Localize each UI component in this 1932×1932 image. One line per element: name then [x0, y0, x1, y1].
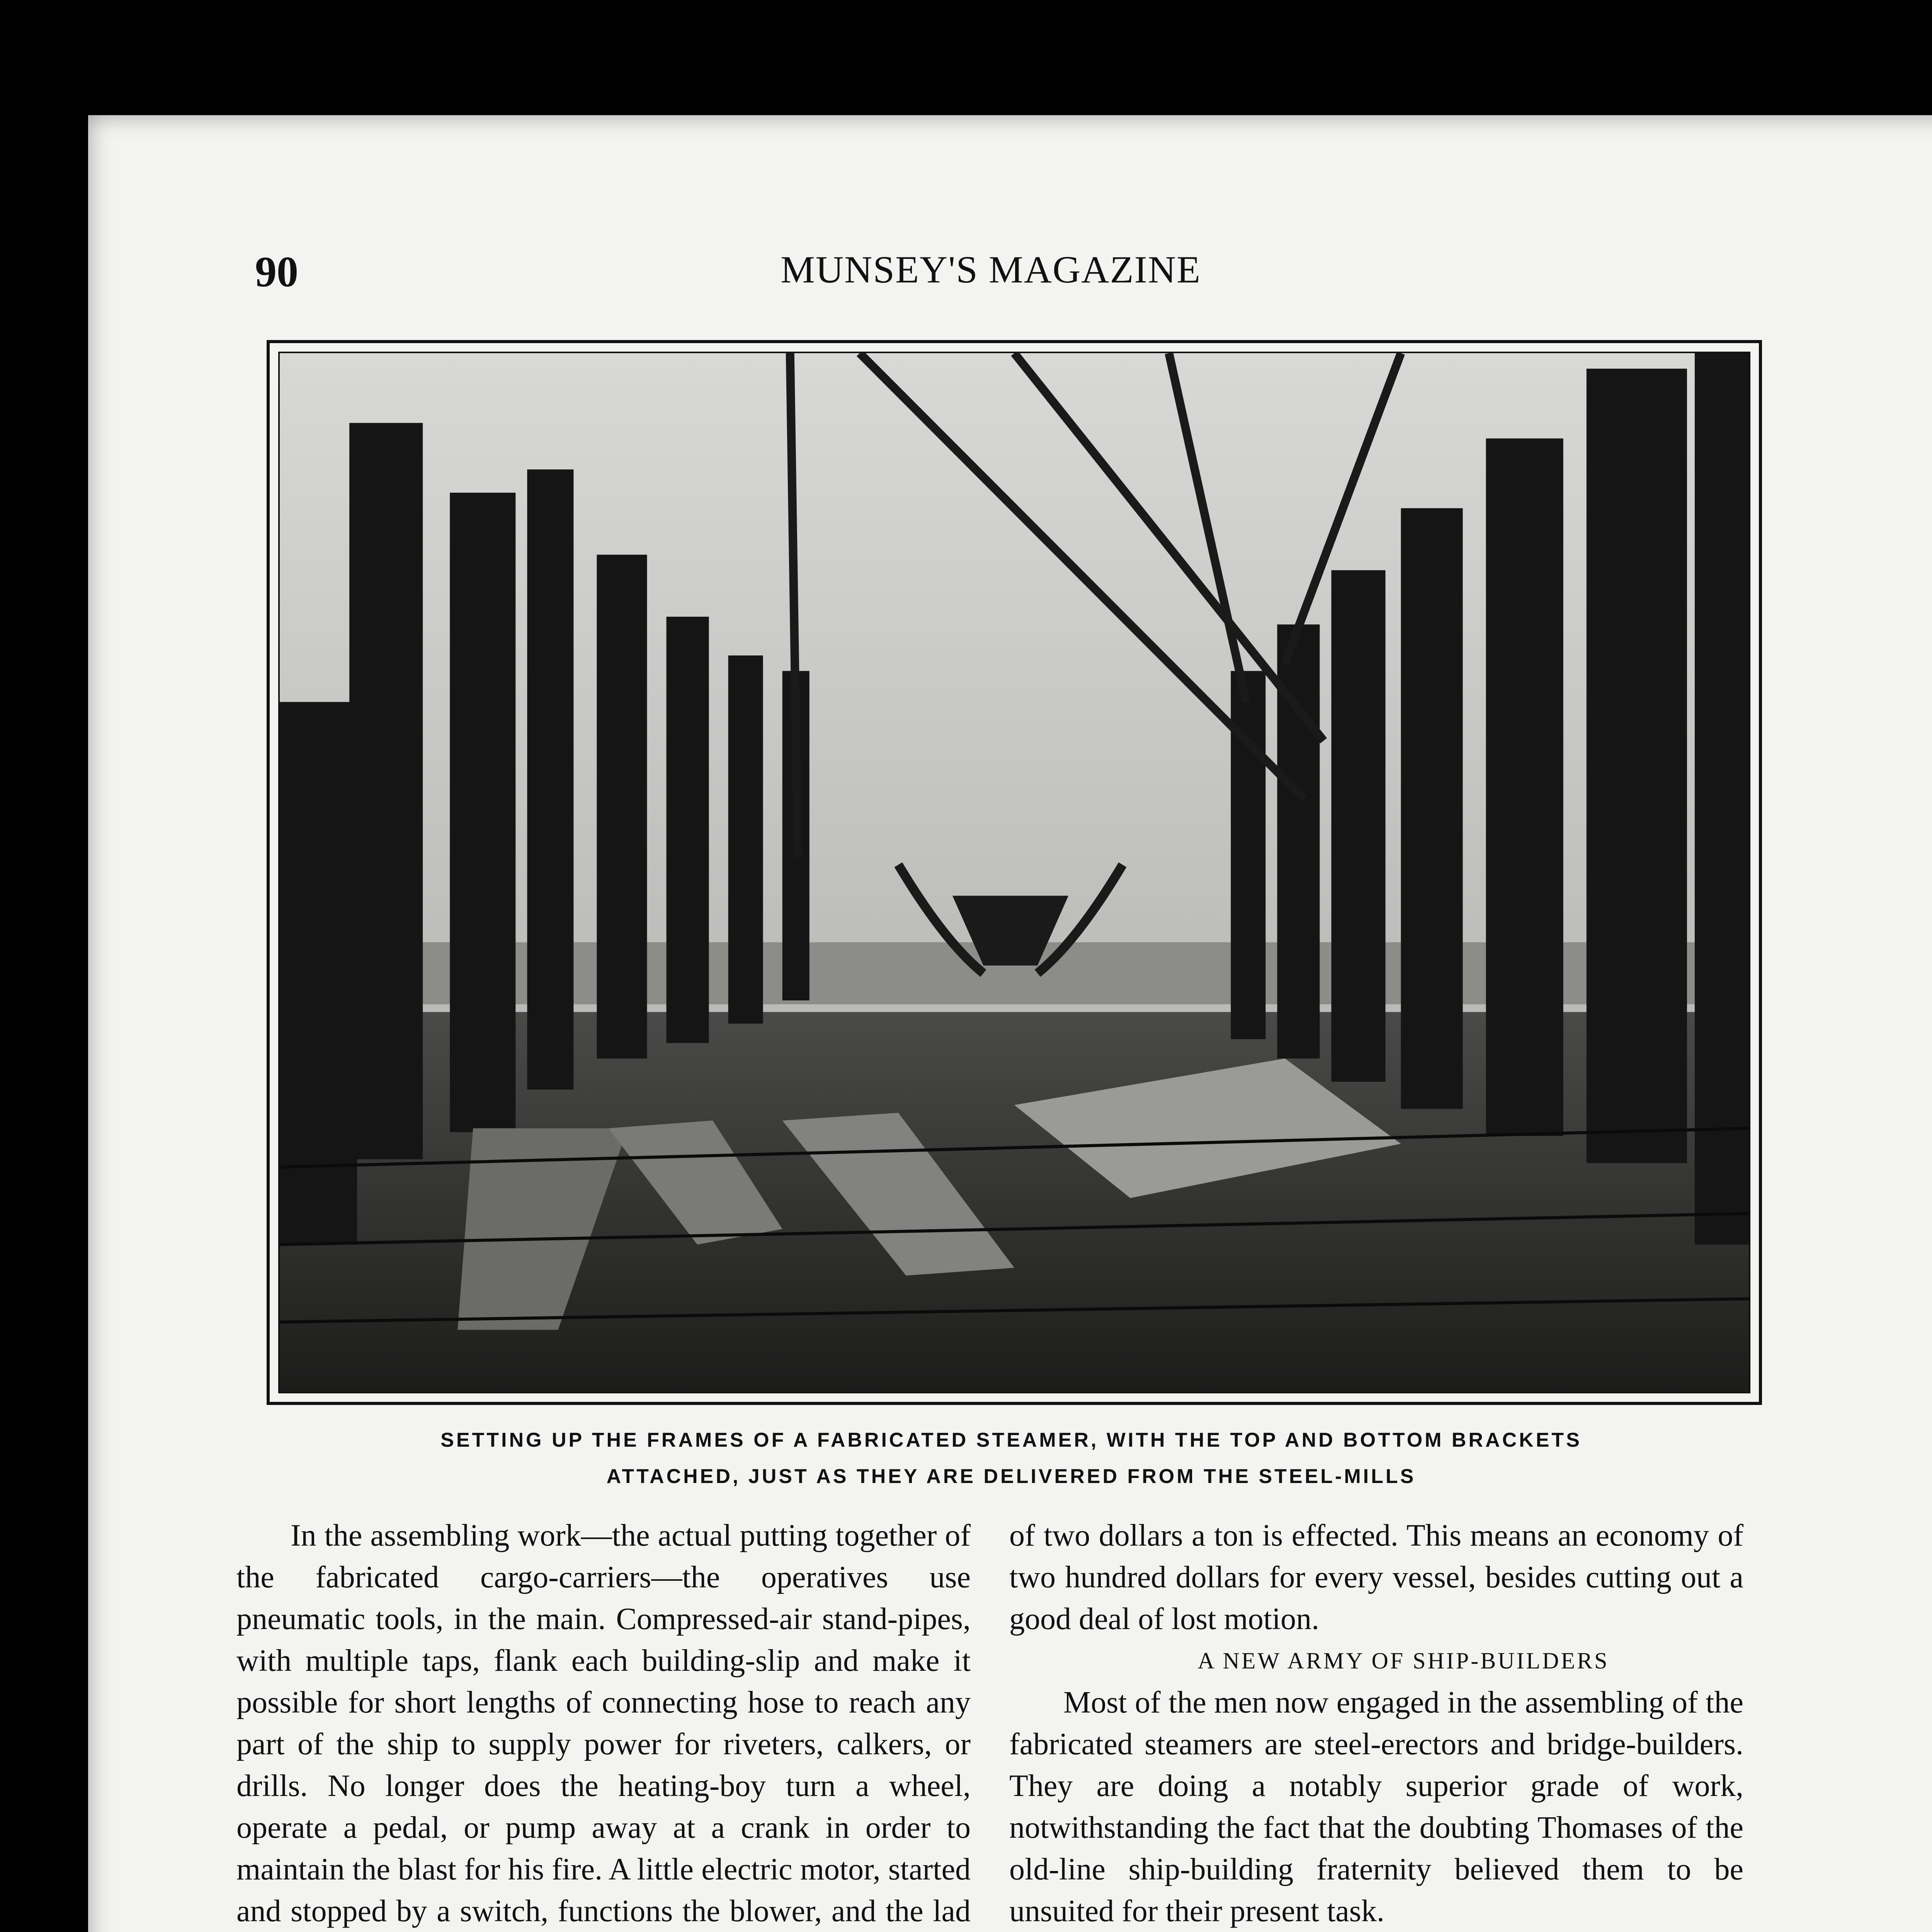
text-column-right — [1009, 1515, 1743, 1932]
caption-line-2: ATTACHED, JUST AS THEY ARE DELIVERED FROM THE STEEL-MILLS — [606, 1465, 1416, 1488]
magazine-title: MUNSEY'S MAGAZINE — [781, 248, 1201, 291]
shipyard-photo — [278, 352, 1750, 1393]
photo-caption — [267, 1422, 1756, 1495]
paragraph: In the assembling work—the actual putting together of the fabricated cargo-carriers—the operatives use pneumatic tools, in the main. Compressed-air stand-pipes, with multiple taps, flank each building-slip and make it possible for short lengths of connecting hose to reach any part of the ship to supply power for riveters, calkers, or drills. No longer does the heating-boy turn a wheel, operate a pedal, or pump away at a crank in order to maintain the blast for his fire. A little electric motor, started and stopped by a switch, functions the blower, and the lad — [236, 1519, 971, 1928]
page-number: 90 — [255, 248, 298, 296]
photo-frame — [267, 340, 1762, 1405]
caption-line-1: SETTING UP THE FRAMES OF A FABRICATED STEAMER, WITH THE TOP AND BOTTOM BRACKETS — [440, 1429, 1582, 1451]
paragraph: of two dollars a ton is effected. This means an economy of two hundred dollars for every vessel, besides cutting out a good deal of lost motion. — [1009, 1519, 1743, 1636]
page-header — [255, 247, 1754, 301]
paragraph: Most of the men now engaged in the assembling of the fabricated steamers are steel-erectors and bridge-builders. They are doing a notably superior grade of work, notwithstanding the fact that the doubting Thomases of the old-line ship-building fraternity believed them to be unsuited for their present task. — [1009, 1685, 1743, 1928]
text-column-left — [236, 1515, 971, 1932]
section-heading: A NEW ARMY OF SHIP-BUILDERS — [1197, 1648, 1609, 1673]
shipyard-photo-illustration — [280, 353, 1749, 1392]
